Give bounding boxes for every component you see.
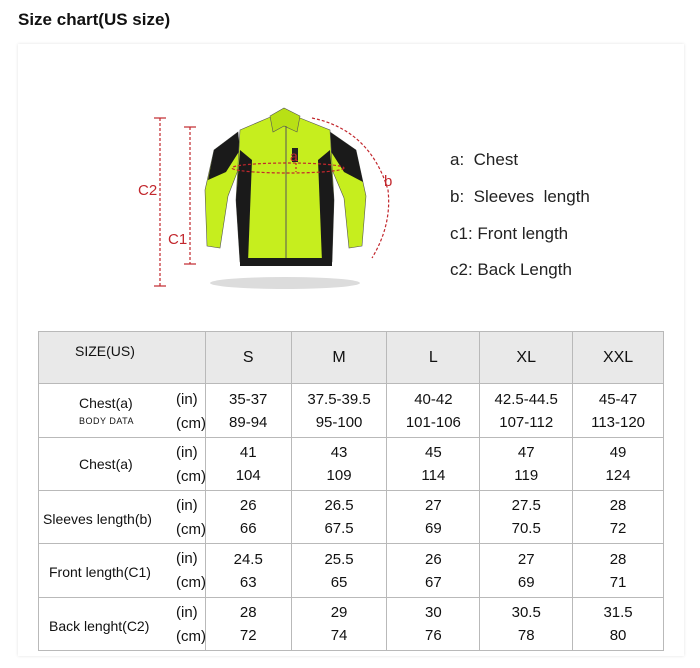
label-b: b xyxy=(384,173,393,190)
table-row xyxy=(39,438,664,491)
value-cell: 28 72 xyxy=(205,598,291,651)
label-c1: C1 xyxy=(168,231,188,248)
legend-item-front: c1: Front length xyxy=(450,224,569,243)
value-cell: 25.5 65 xyxy=(291,544,387,598)
legend-item-back: c2: Back Length xyxy=(450,260,572,279)
value-cell: 24.5 63 xyxy=(205,544,291,598)
value-cell: 45 114 xyxy=(387,438,480,491)
label-a: a xyxy=(290,148,298,164)
row-label-cell: Chest(a) BODY DATA (in) (cm) xyxy=(39,384,206,438)
jacket-illustration xyxy=(0,0,700,320)
value-cell: 31.5 80 xyxy=(573,598,664,651)
legend-item-chest: a: Chest xyxy=(450,150,519,169)
value-cell: 26.5 67.5 xyxy=(291,491,387,544)
row-label-cell: Front length(C1) (in) (cm) xyxy=(39,544,206,598)
value-cell: 35-37 89-94 xyxy=(205,384,291,438)
label-c2: C2 xyxy=(138,182,158,199)
value-cell: 49 124 xyxy=(573,438,664,491)
value-cell: 41 104 xyxy=(205,438,291,491)
value-cell: 42.5-44.5 107-112 xyxy=(480,384,573,438)
value-cell: 30.5 78 xyxy=(480,598,573,651)
jacket-shape xyxy=(205,108,366,266)
page-title: Size chart(US size) xyxy=(18,10,171,29)
value-cell: 43 109 xyxy=(291,438,387,491)
table-row xyxy=(39,491,664,544)
table-row xyxy=(39,598,664,651)
value-cell: 28 72 xyxy=(573,491,664,544)
value-cell: 26 67 xyxy=(387,544,480,598)
header-size-l: L xyxy=(387,332,480,384)
header-size-m: M xyxy=(291,332,387,384)
c2-measure-line xyxy=(154,118,166,286)
value-cell: 27.5 70.5 xyxy=(480,491,573,544)
value-cell: 27 69 xyxy=(387,491,480,544)
value-cell: 47 119 xyxy=(480,438,573,491)
value-cell: 26 66 xyxy=(205,491,291,544)
row-label-cell: Back lenght(C2) (in) (cm) xyxy=(39,598,206,651)
table-row xyxy=(39,384,664,438)
header-size-s: S xyxy=(205,332,291,384)
value-cell: 27 69 xyxy=(480,544,573,598)
table-header-row xyxy=(39,332,664,384)
table-row xyxy=(39,544,664,598)
value-cell: 30 76 xyxy=(387,598,480,651)
value-cell: 29 74 xyxy=(291,598,387,651)
header-size-xl: XL xyxy=(480,332,573,384)
legend-item-sleeves: b: Sleeves length xyxy=(450,187,590,206)
row-label-cell: Chest(a) (in) (cm) xyxy=(39,438,206,491)
value-cell: 28 71 xyxy=(573,544,664,598)
size-table xyxy=(38,331,664,651)
header-size-label: SIZE(US) xyxy=(39,332,206,384)
value-cell: 40-42 101-106 xyxy=(387,384,480,438)
row-label-cell: Sleeves length(b) (in) (cm) xyxy=(39,491,206,544)
value-cell: 37.5-39.5 95-100 xyxy=(291,384,387,438)
value-cell: 45-47 113-120 xyxy=(573,384,664,438)
header-size-xxl: XXL xyxy=(573,332,664,384)
